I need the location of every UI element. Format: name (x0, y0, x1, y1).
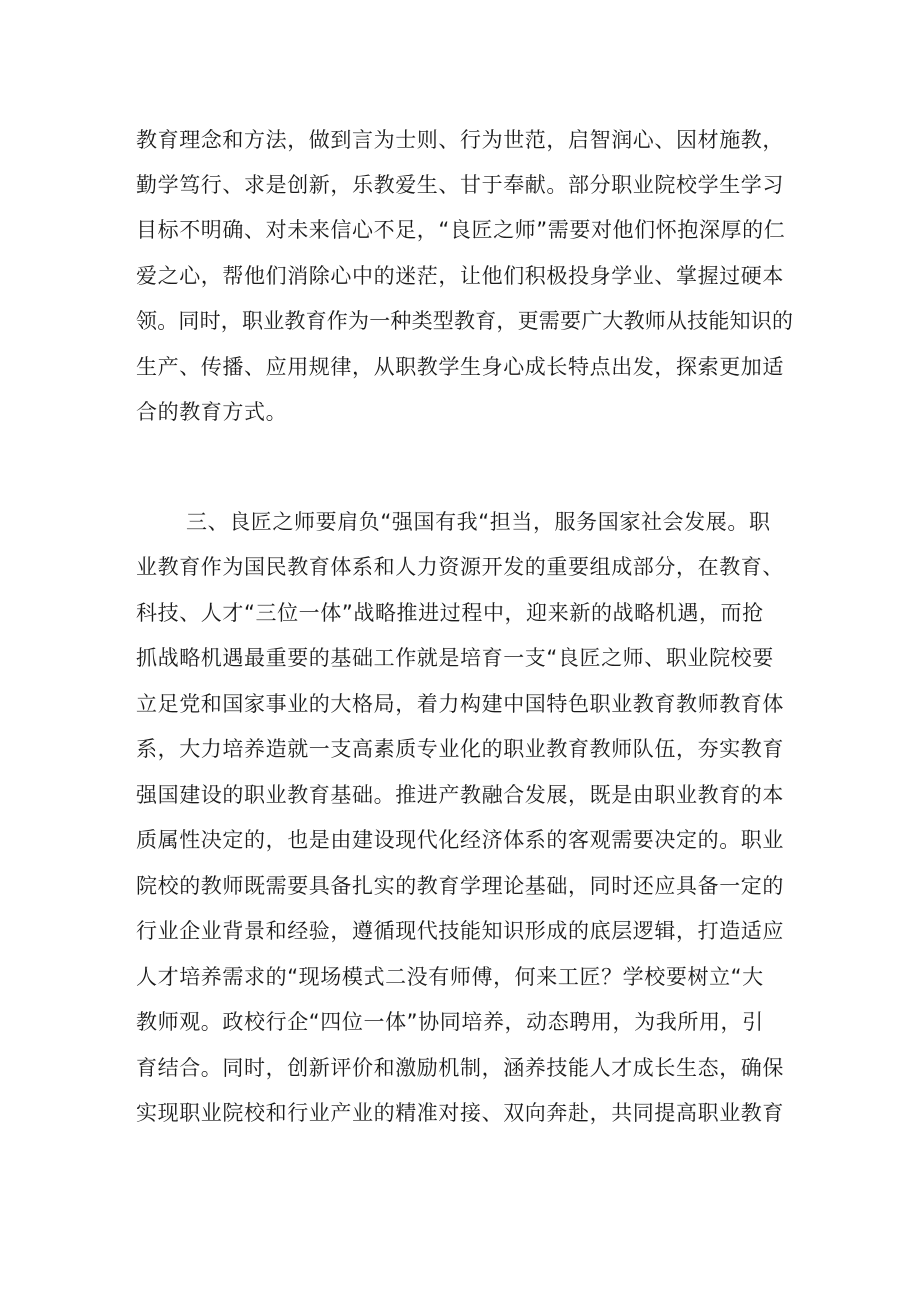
text-line: 爱之心，帮他们消除心中的迷茫，让他们积极投身学业、掌握过硬本 (136, 264, 784, 288)
text-line: 合的教育方式。 (136, 400, 288, 424)
text-line: 实现职业院校和行业产业的精准对接、双向奔赴，共同提高职业教育 (136, 1101, 784, 1125)
text-line: 强国建设的职业教育基础。推进产教融合发展，既是由职业教育的本 (136, 783, 784, 807)
text-line: 业教育作为国民教育体系和人力资源开发的重要组成部分，在教育、 (136, 555, 784, 579)
text-line: 育结合。同时，创新评价和激励机制，涵养技能人才成长生态，确保 (136, 1056, 784, 1080)
text-line: 人才培养需求的“现场模式二没有师傅，何来工匠？学校要树立“大 (136, 965, 764, 989)
text-line: 领。同时，职业教育作为一种类型教育，更需要广大教师从技能知识的 (136, 309, 794, 333)
text-line: 行业企业背景和经验，遵循现代技能知识形成的底层逻辑，打造适应 (136, 919, 784, 943)
text-line: 科技、人才“三位一体”战略推进过程中，迎来新的战略机遇，而抢 (136, 601, 764, 625)
text-line: 三、良匠之师要肩负“强国有我“担当，服务国家社会发展。职 (186, 510, 771, 534)
text-line: 抓战略机遇最重要的基础工作就是培育一支“良匠之师、职业院校要 (136, 646, 774, 670)
text-line: 勤学笃行、求是创新，乐教爱生、甘于奉献。部分职业院校学生学习 (136, 173, 784, 197)
text-line: 系，大力培养造就一支高素质专业化的职业教育教师队伍，夯实教育 (136, 737, 784, 761)
text-line: 教育理念和方法，做到言为士则、行为世范，启智润心、因材施教， (136, 128, 784, 152)
text-line: 院校的教师既需要具备扎实的教育学理论基础，同时还应具备一定的 (136, 874, 784, 898)
text-line: 生产、传播、应用规律，从职教学生身心成长特点出发，探索更加适 (136, 355, 784, 379)
text-line: 立足党和国家事业的大格局，着力构建中国特色职业教育教师教育体 (136, 692, 784, 716)
text-line: 质属性决定的，也是由建设现代化经济体系的客观需要决定的。职业 (136, 828, 784, 852)
text-line: 教师观。政校行企“四位一体”协同培养，动态聘用，为我所用，引 (136, 1010, 764, 1034)
text-line: 目标不明确、对未来信心不足，“良匠之师”需要对他们怀抱深厚的仁 (136, 218, 786, 242)
